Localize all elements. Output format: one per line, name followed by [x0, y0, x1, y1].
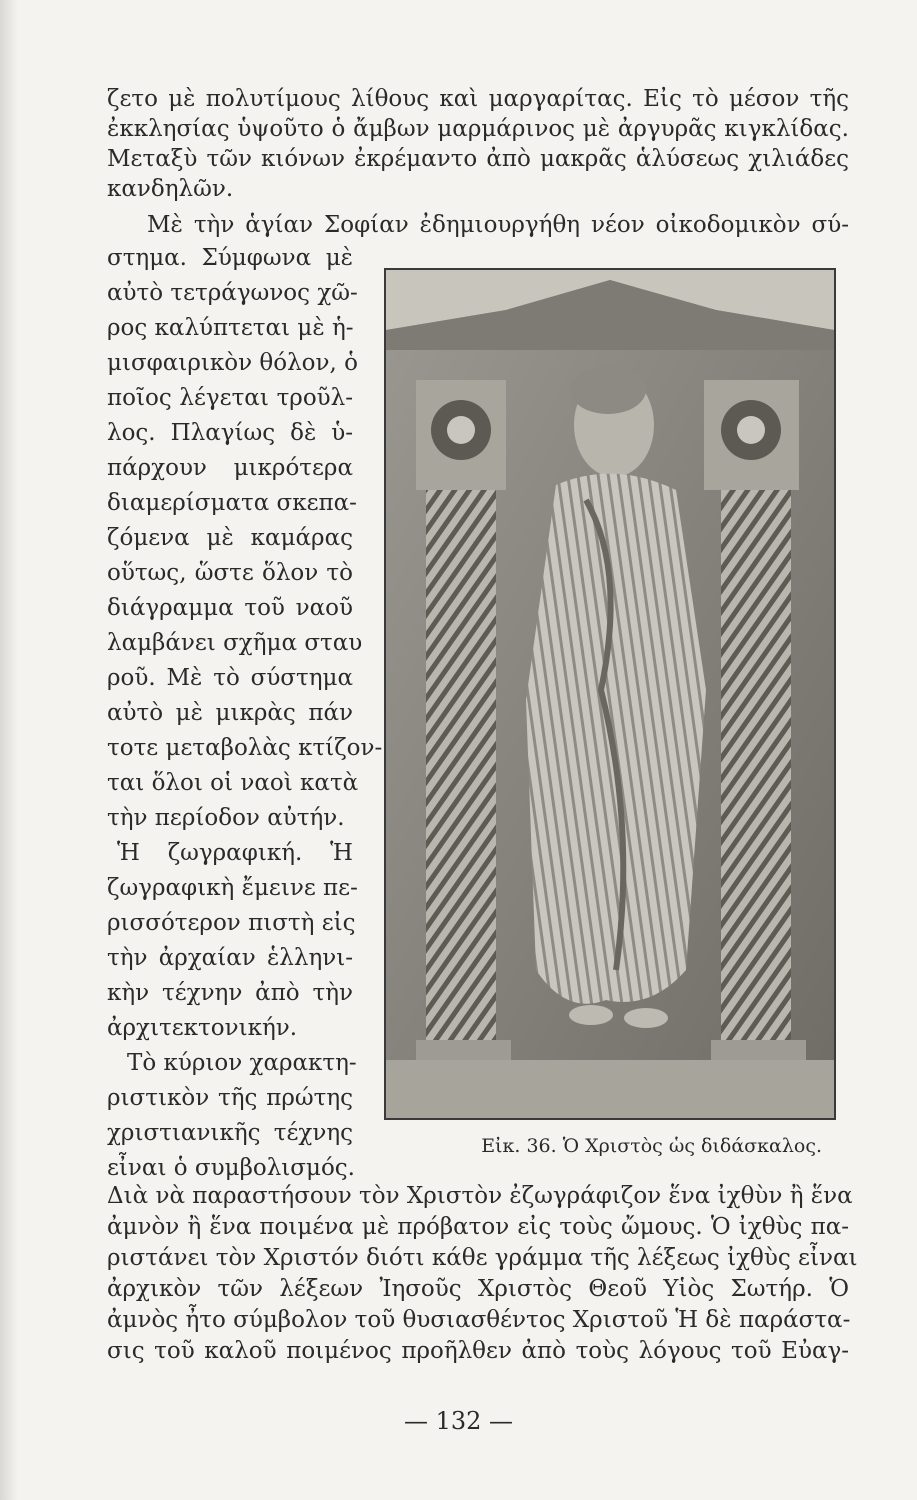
text-line: χριστιανικῆς τέχνης — [107, 1120, 353, 1146]
text-line: Τὸ κύριον χαρακτη- — [127, 1050, 357, 1076]
text-line: στημα. Σύμφωνα μὲ — [107, 245, 353, 271]
text-line: κὴν τέχνην ἀπὸ τὴν — [107, 980, 353, 1006]
text-line: Μὲ τὴν ἁγίαν Σοφίαν ἐδημιουργήθη νέον οἰκοδομικὸν σύ- — [147, 212, 849, 238]
text-line: ζωγραφικὴ ἔμεινε πε- — [107, 875, 358, 901]
page-edge-shadow — [0, 0, 18, 1500]
page-number: — 132 — — [403, 1407, 514, 1435]
text-line: τοτε μεταβολὰς κτίζον- — [107, 735, 383, 761]
text-line: κανδηλῶν. — [107, 176, 234, 202]
text-line: ἐκκλησίας ὑψοῦτο ὁ ἄμβων μαρμάρινος μὲ ἀργυρᾶς κιγκλίδας. — [107, 116, 849, 142]
text-line: λαμβάνει σχῆμα σταυ — [107, 630, 363, 656]
text-line: οὕτως, ὥστε ὅλον τὸ — [107, 560, 353, 586]
text-line: ζετο μὲ πολυτίμους λίθους καὶ μαργαρίτας. Εἰς τὸ μέσον τῆς — [107, 86, 849, 112]
text-line: ρος καλύπτεται μὲ ἡ- — [107, 315, 354, 341]
text-line: ρισσότερον πιστὴ εἰς — [107, 910, 356, 936]
text-line: πάρχουν μικρότερα — [107, 455, 353, 481]
text-line: ται ὅλοι οἱ ναοὶ κατὰ — [107, 770, 359, 796]
text-line: ποῖος λέγεται τροῦλ- — [107, 385, 353, 411]
text-line: τὴν περίοδον αὐτήν. — [107, 805, 345, 831]
text-line: ριστάνει τὸν Χριστόν διότι κάθε γράμμα τῆς λέξεως ἰχθὺς εἶναι — [107, 1245, 858, 1271]
text-line: Διὰ νὰ παραστήσουν τὸν Χριστὸν ἐζωγράφιζον ἕνα ἰχθὺν ἢ ἕνα — [107, 1183, 853, 1209]
text-line: διάγραμμα τοῦ ναοῦ — [107, 595, 353, 621]
text-line: διαμερίσματα σκεπα- — [107, 490, 357, 516]
figure-photo-christ-teacher — [384, 268, 836, 1120]
text-line: ροῦ. Μὲ τὸ σύστημα — [107, 665, 353, 691]
text-line: λος. Πλαγίως δὲ ὑ- — [107, 420, 353, 446]
text-line: μισφαιρικὸν θόλον, ὁ — [107, 350, 358, 376]
figure-caption: Εἰκ. 36. Ὁ Χριστὸς ὡς διδάσκαλος. — [481, 1135, 822, 1157]
text-line: ριστικὸν τῆς πρώτης — [107, 1085, 353, 1111]
text-line: τὴν ἀρχαίαν ἑλληνι- — [107, 945, 353, 971]
text-line: σις τοῦ καλοῦ ποιμένος προῆλθεν ἀπὸ τοὺς λόγους τοῦ Εὐαγ- — [107, 1338, 849, 1364]
text-line: ἀμνὸς ἦτο σύμβολον τοῦ θυσιασθέντος Χριστοῦ Ἡ δὲ παράστα- — [107, 1307, 851, 1333]
section-heading-line: Ἡ ζωγραφική. Ἡ — [117, 840, 353, 866]
text-line: ἀμνὸν ἢ ἕνα ποιμένα μὲ πρόβατον εἰς τοὺς ὤμους. Ὁ ἰχθὺς πα- — [107, 1214, 849, 1240]
text-line: αὐτὸ μὲ μικρὰς πάν — [107, 700, 353, 726]
text-line: εἶναι ὁ συμβολισμός. — [107, 1155, 355, 1181]
text-line: αὐτὸ τετράγωνος χῶ- — [107, 280, 358, 306]
text-line: ἀρχιτεκτονικήν. — [107, 1015, 298, 1041]
text-line: ἀρχικὸν τῶν λέξεων Ἰησοῦς Χριστὸς Θεοῦ Υἱὸς Σωτήρ. Ὁ — [107, 1276, 849, 1302]
text-line: ζόμενα μὲ καμάρας — [107, 525, 353, 551]
text-line: Μεταξὺ τῶν κιόνων ἐκρέμαντο ἀπὸ μακρᾶς ἁλύσεως χιλιάδες — [107, 146, 849, 172]
